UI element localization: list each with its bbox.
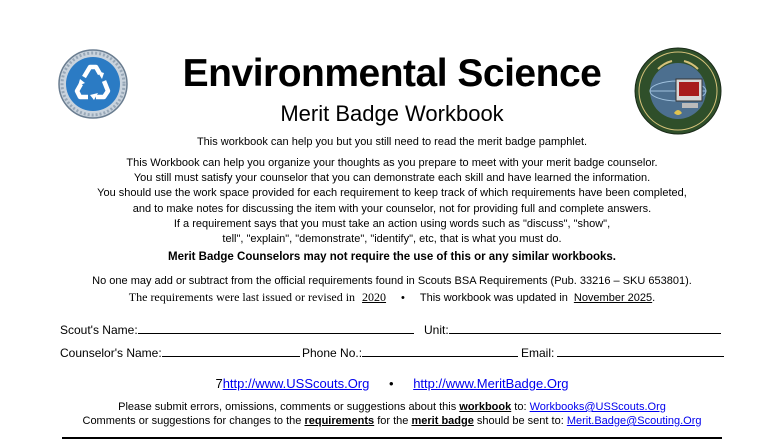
submit-workbook-note: Please submit errors, omissions, comments or suggestions about this workbook to: Workbooks@USScouts.Org xyxy=(118,401,666,413)
scout-name-label: Scout's Name: xyxy=(60,323,138,337)
links-prefix: 7 xyxy=(215,376,223,391)
counselor-note: Merit Badge Counselors may not require the use of this or any similar workbooks. xyxy=(168,251,616,263)
meritbadge-link[interactable]: http://www.MeritBadge.Org xyxy=(413,376,569,391)
email-label: Email: xyxy=(521,346,555,360)
intro-line: You should use the work space provided for each requirement to keep track of which requirements have been completed, xyxy=(97,187,687,200)
unit-label: Unit: xyxy=(424,323,449,337)
submit-requirements-note: Comments or suggestions for changes to the requirements for the merit badge should be sent to: Merit.Badge@Scouting.Org xyxy=(82,415,702,427)
bullet-separator: • xyxy=(401,292,405,304)
updated-date: November 2025 xyxy=(573,292,653,304)
website-links xyxy=(0,376,784,391)
page-title: Environmental Science xyxy=(182,52,602,95)
issued-year: 2020 xyxy=(362,290,387,304)
bottom-divider xyxy=(62,437,722,439)
page-subtitle: Merit Badge Workbook xyxy=(280,101,504,126)
scout-name-input[interactable] xyxy=(138,322,414,334)
bullet-separator: • xyxy=(389,376,394,391)
email-field[interactable] xyxy=(521,345,724,360)
counselor-name-input[interactable] xyxy=(162,345,300,357)
phone-label: Phone No.: xyxy=(302,346,363,360)
usscouts-link[interactable]: http://www.USScouts.Org xyxy=(222,376,370,391)
updated-label: This workbook was updated in xyxy=(419,292,568,304)
issued-label: The requirements were last issued or revised in xyxy=(128,290,356,304)
unit-field[interactable] xyxy=(424,322,721,337)
intro-line: tell", "explain", "demonstrate", "identify", etc, that is what you must do. xyxy=(222,232,562,245)
intro-line: This Workbook can help you organize your thoughts as you prepare to meet with your merit badge counselor. xyxy=(126,157,658,169)
intro-line: and to make notes for discussing the item with your counselor, not for providing full and complete answers. xyxy=(132,202,652,215)
counselor-name-field[interactable] xyxy=(60,345,300,360)
revision-info: The requirements were last issued or revised in 2020 • This workbook was updated in November 2025. xyxy=(128,290,656,304)
intro-paragraph xyxy=(0,156,784,247)
scout-name-field[interactable] xyxy=(60,322,414,337)
phone-input[interactable] xyxy=(362,345,518,357)
counselor-name-label: Counselor's Name: xyxy=(60,346,162,360)
phone-field[interactable] xyxy=(302,345,518,360)
workbooks-email-link[interactable]: Workbooks@USScouts.Org xyxy=(529,401,666,413)
intro-line: You still must satisfy your counselor that you can demonstrate each skill and have learned the information. xyxy=(133,172,651,185)
intro-pamphlet-note: This workbook can help you but you still need to read the merit badge pamphlet. xyxy=(196,136,588,148)
meritbadge-email-link[interactable]: Merit.Badge@Scouting.Org xyxy=(566,415,702,427)
requirements-note: No one may add or subtract from the official requirements found in Scouts BSA Requirements (Pub. 33216 – SKU 653801). xyxy=(92,275,692,287)
unit-input[interactable] xyxy=(449,322,721,334)
email-input[interactable] xyxy=(557,345,724,357)
intro-line: If a requirement says that you must take an action using words such as "discuss", "show", xyxy=(173,217,611,230)
